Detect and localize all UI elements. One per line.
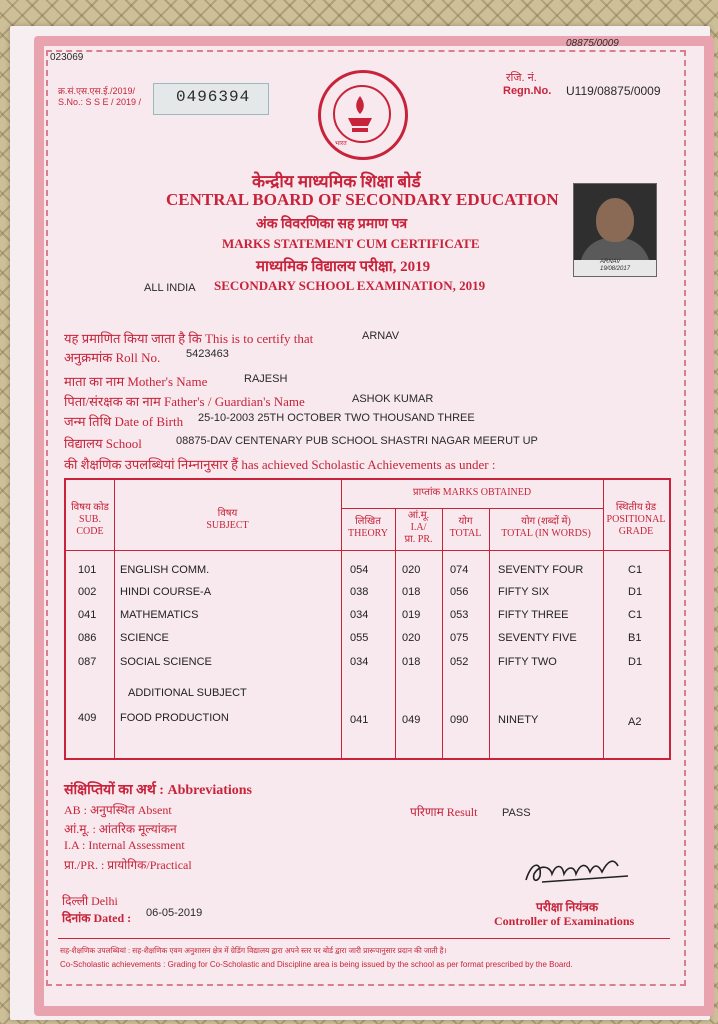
board-name-english: CENTRAL BOARD OF SECONDARY EDUCATION xyxy=(166,190,559,209)
row-words: FIFTY THREE xyxy=(498,609,569,621)
abbr-practical: प्रा./PR. : प्रायोगिक/Practical xyxy=(64,858,192,872)
header-grade xyxy=(603,502,669,538)
header-code xyxy=(66,502,114,538)
row-code: 086 xyxy=(78,632,97,644)
abbr-internal-assessment: I.A : Internal Assessment xyxy=(64,838,185,852)
cbse-emblem xyxy=(318,70,408,160)
marks-table xyxy=(64,478,671,760)
row-ia: 020 xyxy=(402,564,421,576)
school-label: विद्यालय School xyxy=(64,436,142,451)
student-photo xyxy=(573,183,657,277)
board-name-hindi: केन्द्रीय माध्यमिक शिक्षा बोर्ड xyxy=(252,172,421,191)
achieved-line: की शैक्षणिक उपलब्धियां निम्नानुसार हैं has achieved Scholastic Achievements as under : xyxy=(64,457,496,472)
regn-label-hindi: रजि. नं. xyxy=(506,72,537,84)
row-theory: 034 xyxy=(350,609,369,621)
header-row-divider xyxy=(66,550,669,551)
header-code-hindi: विषय कोड xyxy=(71,502,109,513)
row-total: 074 xyxy=(450,564,469,576)
serial-label-hindi: क्र.सं.एस.एस.ई./2019/ xyxy=(58,86,136,96)
row-total: 090 xyxy=(450,714,469,726)
row-ia: 020 xyxy=(402,632,421,644)
header-pr xyxy=(395,534,442,546)
header-grade-english: POSITIONAL GRADE xyxy=(606,514,666,537)
roll-number: 5423463 xyxy=(186,348,229,360)
row-subject: HINDI COURSE-A xyxy=(120,586,212,598)
controller-title-english: Controller of Examinations xyxy=(494,914,635,928)
regn-number: U119/08875/0009 xyxy=(566,84,661,98)
photo-name: ARNAV xyxy=(600,259,621,265)
row-code: 041 xyxy=(78,609,97,621)
header-pr-hindi: प्रा. xyxy=(404,534,416,545)
dob-label: जन्म तिथि Date of Birth xyxy=(64,414,184,429)
document-title-english: MARKS STATEMENT CUM CERTIFICATE xyxy=(222,236,480,251)
row-ia: 018 xyxy=(402,586,421,598)
row-theory: 055 xyxy=(350,632,369,644)
row-total: 052 xyxy=(450,656,469,668)
row-code: 101 xyxy=(78,564,97,576)
controller-title-hindi: परीक्षा नियंत्रक xyxy=(536,900,599,914)
header-subject-english: SUBJECT xyxy=(206,520,249,531)
row-subject: SOCIAL SCIENCE xyxy=(120,656,212,668)
row-grade: D1 xyxy=(628,586,643,598)
row-grade: C1 xyxy=(628,564,643,576)
row-words: SEVENTY FIVE xyxy=(498,632,577,644)
header-ia-hindi: आं.मू. xyxy=(407,510,430,521)
serial-number: 0496394 xyxy=(176,88,251,106)
header-ia-pr xyxy=(395,510,442,546)
row-words: NINETY xyxy=(498,714,539,726)
row-ia: 019 xyxy=(402,609,421,621)
certify-label: यह प्रमाणित किया जाता है कि This is to certify that xyxy=(64,331,314,346)
corner-number-left: 023069 xyxy=(50,52,84,63)
header-words-english: TOTAL (IN WORDS) xyxy=(501,528,591,539)
controller-signature xyxy=(522,852,632,888)
row-total: 053 xyxy=(450,609,469,621)
row-code: 409 xyxy=(78,712,97,724)
footnote-rule xyxy=(58,938,670,939)
header-subject-hindi: विषय xyxy=(217,508,238,519)
row-total: 056 xyxy=(450,586,469,598)
row-theory: 041 xyxy=(350,714,369,726)
header-code-english: SUB. CODE xyxy=(76,514,104,537)
row-grade: A2 xyxy=(628,716,642,728)
document-title-hindi: अंक विवरणिका सह प्रमाण पत्र xyxy=(256,217,408,232)
mother-label: माता का नाम Mother's Name xyxy=(64,374,208,389)
header-subject xyxy=(114,508,341,532)
exam-title-english: SECONDARY SCHOOL EXAMINATION, 2019 xyxy=(214,278,486,293)
photo-date: 19/08/2017 xyxy=(600,266,631,272)
additional-subject-label: ADDITIONAL SUBJECT xyxy=(128,687,247,699)
row-code: 002 xyxy=(78,586,97,598)
result-value: PASS xyxy=(502,807,531,819)
header-total xyxy=(442,516,489,540)
dob-value: 25-10-2003 25TH OCTOBER TWO THOUSAND THREE xyxy=(198,412,475,424)
abbr-internal-hindi: आं.मू. : आंतरिक मूल्यांकन xyxy=(64,822,177,836)
row-grade: D1 xyxy=(628,656,643,668)
row-subject: ENGLISH COMM. xyxy=(120,564,210,576)
row-theory: 034 xyxy=(350,656,369,668)
mother-name: RAJESH xyxy=(244,373,288,385)
row-subject: FOOD PRODUCTION xyxy=(120,712,229,724)
footnote-english: Co-Scholastic achievements : Grading for Co-Scholastic and Discipline area is being issued by the school as per format prescribed by the Board. xyxy=(60,960,573,969)
row-theory: 054 xyxy=(350,564,369,576)
result-label: परिणाम Result xyxy=(410,805,478,819)
all-india-label: ALL INDIA xyxy=(144,282,196,294)
row-words: FIFTY TWO xyxy=(498,656,557,668)
serial-label-english: S.No.: S S E / 2019 / xyxy=(58,97,142,107)
date-value: 06-05-2019 xyxy=(146,907,203,919)
date-label: दिनांक Dated : xyxy=(62,911,132,925)
emblem-lamp-icon xyxy=(318,70,402,154)
header-total-hindi: योग xyxy=(458,516,473,527)
row-ia: 049 xyxy=(402,714,421,726)
header-theory-english: THEORY xyxy=(348,528,388,539)
row-grade: B1 xyxy=(628,632,642,644)
abbreviations-title: संक्षिप्तियों का अर्थ : Abbreviations xyxy=(64,783,253,798)
row-subject: MATHEMATICS xyxy=(120,609,199,621)
row-words: SEVENTY FOUR xyxy=(498,564,584,576)
father-label: पिता/संरक्षक का नाम Father's / Guardian's Name xyxy=(64,394,305,409)
emblem-bottom-text: भारत xyxy=(335,141,347,147)
row-ia: 018 xyxy=(402,656,421,668)
header-words-hindi: योग (शब्दों में) xyxy=(521,516,571,527)
row-words: FIFTY SIX xyxy=(498,586,550,598)
header-pr-english: PR. xyxy=(417,534,433,545)
row-subject: SCIENCE xyxy=(120,632,169,644)
header-ia-english: I.A/ xyxy=(410,522,427,533)
col-divider xyxy=(442,508,443,758)
place-delhi: दिल्ली Delhi xyxy=(62,894,118,908)
header-marks-obtained: प्राप्तांक MARKS OBTAINED xyxy=(412,487,532,498)
header-grade-hindi: स्थितीय ग्रेड xyxy=(615,502,657,513)
header-theory xyxy=(341,516,395,540)
header-total-words xyxy=(489,516,603,540)
col-divider xyxy=(489,508,490,758)
header-theory-hindi: लिखित xyxy=(355,516,381,527)
regn-label-english: Regn.No. xyxy=(503,85,552,97)
school-value: 08875-DAV CENTENARY PUB SCHOOL SHASTRI NAGAR MEERUT UP xyxy=(176,435,538,447)
exam-title-hindi: माध्यमिक विद्यालय परीक्षा, 2019 xyxy=(256,259,431,275)
footnote-hindi: सह-शैक्षणिक उपलब्धियां : सह-शैक्षणिक एवम अनुशासन क्षेत्र में ग्रेडिंग विद्यालय द्वारा अपने स्तर पर बोर्ड द्वारा जारी प्रारूपानुसार प्रदान की जाती है। xyxy=(60,946,447,955)
corner-number-right: 08875/0009 xyxy=(566,38,619,49)
row-code: 087 xyxy=(78,656,97,668)
header-total-english: TOTAL xyxy=(449,528,482,539)
row-grade: C1 xyxy=(628,609,643,621)
row-divider xyxy=(341,508,603,509)
photo-face xyxy=(596,198,634,242)
row-total: 075 xyxy=(450,632,469,644)
student-name: ARNAV xyxy=(362,330,400,342)
roll-label: अनुक्रमांक Roll No. xyxy=(64,350,161,365)
father-name: ASHOK KUMAR xyxy=(352,393,434,405)
row-theory: 038 xyxy=(350,586,369,598)
abbr-absent: AB : अनुपस्थित Absent xyxy=(64,803,172,817)
